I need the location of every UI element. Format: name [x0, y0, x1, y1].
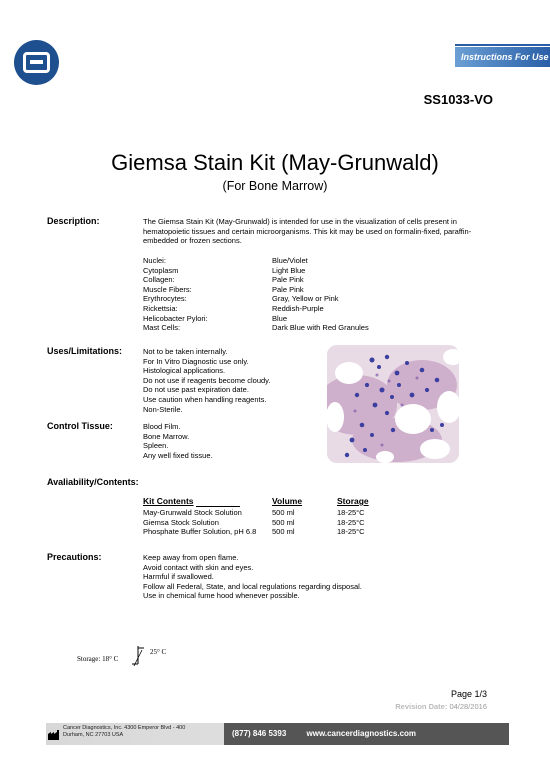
product-code: SS1033-VO	[423, 92, 493, 107]
uses-line: Use caution when handling reagents.	[143, 394, 267, 404]
bone-marrow-micrograph	[327, 345, 459, 463]
uses-line: Do not use past expiration date.	[143, 385, 249, 395]
control-line: Bone Marrow.	[143, 431, 190, 441]
control-label: Control Tissue:	[47, 421, 113, 431]
result-color: Gray, Yellow or Pink	[272, 294, 339, 304]
table-row: 500 ml	[272, 517, 295, 527]
storage-header: Storage	[337, 496, 369, 506]
precaution-line: Harmful if swallowed.	[143, 572, 214, 582]
results-items	[143, 256, 208, 333]
result-color: Pale Pink	[272, 284, 304, 294]
temperature-limit-icon	[128, 644, 150, 673]
instructions-banner: Instructions For Use	[455, 47, 550, 67]
result-color: Dark Blue with Red Granules	[272, 323, 369, 333]
table-row: 18-25°C	[337, 527, 365, 537]
table-row: 500 ml	[272, 527, 295, 537]
precaution-line: Use in chemical fume hood whenever possible.	[143, 591, 300, 601]
revision-date: 04/28/2016	[449, 702, 487, 711]
control-list	[143, 422, 213, 460]
description-line: The Giemsa Stain Kit (May-Grunwald) is intended for use in the visualization of cells present in	[143, 217, 457, 226]
results-colors	[272, 256, 369, 333]
uses-line: For In Vitro Diagnostic use only.	[143, 356, 249, 366]
control-line: Any well fixed tissue.	[143, 450, 213, 460]
storage-column	[337, 508, 365, 537]
banner-rule	[455, 44, 550, 46]
company-logo	[14, 40, 59, 85]
manufacturer-icon	[47, 728, 60, 746]
description-line: hematopoietic tissues and certain microorganisms. This kit may be used on formalin-fixed, paraffin-	[143, 226, 472, 236]
result-item: Nuclei:	[143, 256, 166, 265]
address-line: Durham, NC 27703 USA	[63, 732, 124, 738]
result-color: Light Blue	[272, 265, 306, 275]
kit-header-underline	[196, 506, 240, 507]
uses-line: Non-Sterile.	[143, 404, 183, 414]
result-item: Rickettsia:	[143, 303, 178, 313]
company-address	[63, 725, 185, 739]
table-row: May-Grunwald Stock Solution	[143, 508, 242, 517]
page-number: Page 1/3	[450, 689, 487, 699]
control-line: Spleen.	[143, 441, 169, 451]
phone-number: (877) 846 5393	[232, 729, 287, 738]
result-item: Erythrocytes:	[143, 294, 187, 304]
description-label: Description:	[47, 216, 100, 226]
volume-header: Volume	[272, 496, 303, 506]
control-line: Blood Film.	[143, 422, 181, 431]
description-line: embedded or frozen sections.	[143, 236, 242, 246]
result-color: Blue	[272, 313, 288, 323]
result-item: Cytoplasm	[143, 265, 179, 275]
availability-label: Avaliability/Contents:	[47, 477, 139, 487]
address-line: Cancer Diagnostics, Inc. 4300 Emperor Blvd - 400	[63, 725, 186, 731]
document-title: Giemsa Stain Kit (May-Grunwald)	[111, 150, 439, 175]
result-item: Muscle Fibers:	[143, 284, 192, 294]
result-item: Collagen:	[143, 275, 175, 285]
result-item: Mast Cells:	[143, 323, 181, 333]
document-subtitle: (For Bone Marrow)	[222, 179, 328, 193]
storage-temp-upper: 25° C	[150, 648, 167, 656]
precaution-line: Follow all Federal, State, and local regulations regarding disposal.	[143, 581, 362, 591]
table-row: 18-25°C	[337, 517, 365, 527]
precaution-line: Keep away from open flame.	[143, 553, 239, 562]
volume-column	[272, 508, 295, 537]
precautions-label: Precautions:	[47, 552, 102, 562]
uses-line: Histological applications.	[143, 366, 226, 376]
uses-list	[143, 347, 270, 414]
table-row: Phosphate Buffer Solution, pH 6.8	[143, 527, 257, 537]
result-color: Blue/Violet	[272, 256, 308, 265]
uses-label: Uses/Limitations:	[47, 346, 123, 356]
kit-contents-column	[143, 508, 256, 537]
precautions-list	[143, 553, 362, 601]
result-color: Reddish-Purple	[272, 303, 324, 313]
description-text	[143, 217, 471, 246]
revision-label: Revision Date:	[395, 702, 448, 711]
website-link[interactable]: www.cancerdiagnostics.com	[306, 729, 417, 738]
revision-info	[395, 702, 487, 711]
precaution-line: Avoid contact with skin and eyes.	[143, 562, 254, 572]
storage-temp-label: Storage: 18° C	[77, 655, 119, 663]
result-item: Helicobacter Pylori:	[143, 313, 208, 323]
result-color: Pale Pink	[272, 275, 304, 285]
uses-line: Do not use if reagents become cloudy.	[143, 375, 271, 385]
table-row: 500 ml	[272, 508, 295, 517]
table-row: Giemsa Stock Solution	[143, 517, 219, 527]
uses-line: Not to be taken internally.	[143, 347, 228, 356]
table-row: 18-25°C	[337, 508, 365, 517]
footer-contact	[224, 723, 509, 745]
kit-contents-header: Kit Contents	[143, 496, 194, 506]
